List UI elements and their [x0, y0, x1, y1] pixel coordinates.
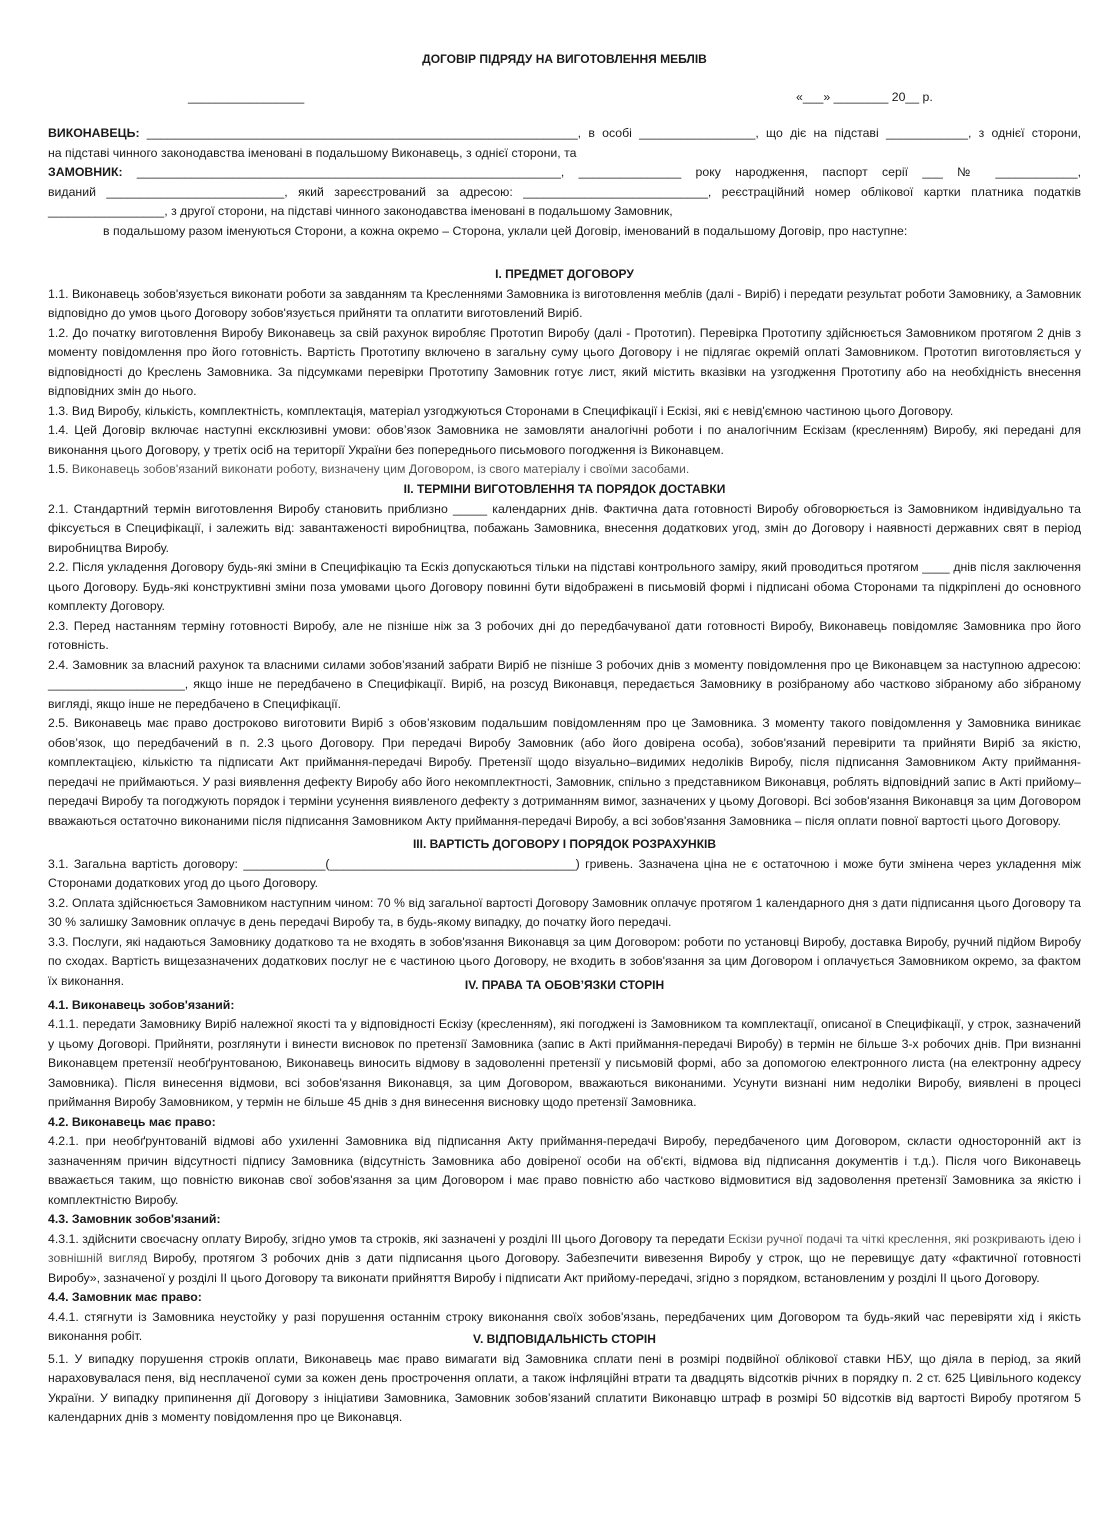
section-3-heading: ІІІ. ВАРТІСТЬ ДОГОВОРУ І ПОРЯДОК РОЗРАХУНКІВ — [412, 837, 717, 851]
parties-block — [48, 124, 1081, 241]
section-2-heading: ІІ. ТЕРМІНИ ВИГОТОВЛЕННЯ ТА ПОРЯДОК ДОСТАВКИ — [403, 482, 726, 496]
customer-line — [48, 163, 1081, 183]
subsection-4-4-heading: 4.4. Замовник має право: — [48, 1290, 202, 1304]
section-1 — [48, 265, 1081, 480]
section-2 — [48, 480, 1081, 831]
contractor-line-2: на підставі чинного законодавства іменовані в подальшому Виконавець, з однієї сторони, та — [48, 145, 577, 160]
subsection-4-3-heading: 4.3. Замовник зобов'язаний: — [48, 1212, 221, 1226]
section-4-heading: IV. ПРАВА ТА ОБОВ’ЯЗКИ СТОРІН — [464, 978, 665, 992]
section-1-heading: І. ПРЕДМЕТ ДОГОВОРУ — [495, 267, 634, 281]
clause-4-3-1-part-b: Ескізи ручної подачі та чіткі креслення, які розкривають ідею і зовнішній вигляд — [48, 1231, 1081, 1265]
clause-1-5 — [48, 460, 1081, 480]
contractor-label: ВИКОНАВЕЦЬ: — [48, 126, 140, 140]
subsection-4-1-heading: 4.1. Виконавець зобов'язаний: — [48, 997, 235, 1012]
customer-line-2: виданий __________________________, який зареєстрований за адресою: ___________________________, реєстраційний номер облікової картки платника податків — [48, 184, 1081, 199]
customer-line-3: _________________, з другої сторони, на підставі чинного законодавства іменовані в подальшому Замовник, — [48, 204, 673, 218]
date-line: «___» ________ 20__ р. — [796, 90, 933, 104]
section-5 — [48, 1330, 1081, 1428]
clause-2-2: 2.2. Після укладення Договору будь-які зміни в Специфікацію та Ескіз допускаються тільки на підставі контрольного заміру, який проводиться протягом ____ днів після заключення цього Договору. Будь-які конструктивні зміни поза умовами цього Договору повинні бути відображені в письмовій формі і підписані обома Сторонами та підкріплені до основного комплекту Договору. — [48, 560, 1081, 613]
clause-3-2: 3.2. Оплата здійснюється Замовником наступним чином: 70 % від загальної вартості Договору Замовник оплачує протягом 1 календарного дня з дати підписання цього Договору та 30 % залишку Замовник оплачує в день передачі Виробу та, в будь-якому випадку, до початку його передачі. — [48, 895, 1081, 929]
contractor-line-text: _______________________________________________________________, в особі _________________, що діє на підставі ____________, з однієї сторони, — [139, 126, 1081, 140]
clause-1-2: 1.2. До початку виготовлення Виробу Виконавець за свій рахунок виробляє Прототип Виробу (далі - Прототип). Перевірка Прототипу здійснюється Замовником протягом 2 днів з моменту повідомлення про його готовність. Вартість Прототипу включено в загальну суму цього Договору і не підлягає окремій оплаті Замовником. Прототип виготовляється у відповідності до Креслень Замовника. За підсумками перевірки Прототипу Замовник готує лист, який містить вказівки на узгодження Прототипу або на необхідність внесення відповідних змін до нього. — [48, 325, 1081, 398]
contractor-line — [48, 124, 1081, 144]
clause-2-1: 2.1. Стандартний термін виготовлення Виробу становить приблизно _____ календарних днів. Фактична дата готовності Виробу обговорюється із Замовником індивідуально та фіксується в Специфікації, і залежить від: завантаженості виробництва, побажань Замовника, внесення додаткових угод, змін до Договору і наявності державних свят в період виробництва Виробу. — [48, 501, 1081, 555]
clause-4-3-1-part-c: Виробу, протягом 3 робочих днів з дати підписання цього Договору. Забезпечити вивезення Виробу у строк, що не перевищує дату «фактичної готовності Виробу», зазначеної у розділі ІІ цього Договору та виконати прийняття Виробу і підписати Акт прийому-передачі, згідно з порядком, встановленим у розділі ІІ цього Договору. — [48, 1251, 1081, 1285]
clause-4-3-1-part-a: 4.3.1. здійснити своєчасну оплату Виробу, згідно умов та строків, які зазначені у розділі ІІІ цього Договору та передати — [48, 1231, 729, 1246]
clause-2-3: 2.3. Перед настанням терміну готовності Виробу, але не пізніше ніж за 3 робочих дні до передбачуваної дати готовності Виробу, Виконавець повідомляє Замовника про його готовність. — [48, 618, 1081, 652]
place-blank: _________________ — [188, 90, 305, 104]
clause-1-5-text: Виконавець зобов'язаний виконати роботу, визначену цим Договором, із свого матеріалу і своїми засобами. — [68, 462, 690, 476]
clause-4-4-1: 4.4.1. стягнути із Замовника неустойку у разі порушення останнім строку виконання своїх зобов'язань, передбачених цим Договором та будь-який час перевіряти хід і якість виконання робіт. — [48, 1309, 1081, 1343]
clause-4-3-1 — [48, 1230, 1081, 1289]
section-3 — [48, 835, 1081, 991]
clause-4-1-1: 4.1.1. передати Замовнику Виріб належної якості та у відповідності Ескізу (кресленням), які погоджені із Замовником та комплектації, описаної в Специфікації, у строк, зазначений у цьому Договорі. Прийняти, розглянути і винести висновок по претензії Замовника (запис в Акті приймання-передачі Виробу) в термін не більше 3-х робочих днів. При визнанні Виконавцем претензії необґрунтованою, Виконавець виносить відмову в задоволенні претензії у письмовій формі, або за допомогою електронного листа (на електронну адресу Замовника). Після винесення відмови, всі зобов'язання Виконавця, за цим Договором, вважаються виконаними. Усунути визнані ним недоліки Виробу, виявлені в процесі приймання Виробу Замовником, у термін не більше 45 днів з дня винесення висновку щодо претензії Замовника. — [48, 1017, 1081, 1109]
clause-4-2-1: 4.2.1. при необґрунтованій відмові або ухиленні Замовника від підписання Акту приймання-передачі Виробу, передбаченого цим Договором, скласти односторонній акт із зазначенням причин відсутності підпису Замовника (відсутність Замовника або довіреної особи на об'єкті, відмова від підписання документів і т.д.). Після чого Виконавець вважається таким, що повністю виконав свої зобов'язання за цим Договором і має право повністю або частково відмовитися від задоволення претензії Замовника за якістю і комплектністю Виробу. — [48, 1134, 1081, 1207]
together-line: в подальшому разом іменуються Сторони, а кожна окремо – Сторона, уклали цей Договір, іменований в подальшому Договір, про наступне: — [103, 223, 908, 238]
clause-1-3: 1.3. Вид Виробу, кількість, комплектність, комплектація, матеріал узгоджуються Сторонами в Специфікації і Ескізі, які є невід'ємною частиною цього Договору. — [48, 403, 954, 418]
clause-5-1: 5.1. У випадку порушення строків оплати, Виконавець має право вимагати від Замовника сплати пені в розмірі подвійної облікової ставки НБУ, що діяла в період, за який нараховувалася пеня, від несплаченої суми за кожен день прострочення оплати, а також інфляційні втрати та двадцять відсотків річних в порядку п. 2 ст. 625 Цивільного кодексу України. У випадку припинення дії Договору з ініціативи Замовника, Замовник зобов’язаний сплатити Виконавцю штраф в розмірі 50 відсотків від вартості Виробу протягом 5 календарних днів з моменту повідомлення про це Виконавця. — [48, 1351, 1081, 1424]
clause-2-5: 2.5. Виконавець має право достроково виготовити Виріб з обов’язковим подальшим повідомленням про це Замовника. З моменту такого повідомлення у Замовника виникає обов’язок, що передбачений в п. 2.3 цього Договору. При передачі Виробу Замовник (або його довірена особа), зобов'язаний перевірити та прийняти Виріб за якістю, комплектацією, кількістю та підписати Акт приймання-передачі Виробу. Претензії щодо візуально–видимих недоліків Виробу, після підписання Замовником Акту приймання-передачі не приймаються. У разі виявлення дефекту Виробу або його некомплектності, Замовник, спільно з представником Виконавця, роблять відповідний запис в Акті прийому–передачі Виробу та погоджують порядок і терміни усунення виявленого дефекту з дотриманням вимог, зазначених у цьому Договорі. Всі зобов'язання Виконавця за цим Договором вважаються остаточно виконаними після підписання Замовником Акту приймання-передачі Виробу, а всі зобов'язання Замовника – після оплати повної вартості цього Договору. — [48, 716, 1081, 828]
clause-3-1: 3.1. Загальна вартість договору: ____________(____________________________________) гривень. Зазначена ціна не є остаточною і може бути змінена через укладення між Сторонами додаткових угод до цього Договору. — [48, 856, 1081, 890]
clause-3-3: 3.3. Послуги, які надаються Замовнику додатково та не входять в зобов'язання Виконавця за цим Договором: роботи по установці Виробу, доставка Виробу, ручний підйом Виробу по сходах. Вартість вищезазначених додаткових послуг не є частиною цього Договору, не входить в зобов'язання за цим Договором і оплачується Замовником окремо, за фактом їх виконання. — [48, 934, 1081, 988]
section-4 — [48, 976, 1081, 1347]
document-title: ДОГОВІР ПІДРЯДУ НА ВИГОТОВЛЕННЯ МЕБЛІВ — [422, 52, 707, 66]
subsection-4-2-heading: 4.2. Виконавець має право: — [48, 1114, 216, 1129]
clause-1-5-number: 1.5. — [48, 462, 69, 476]
clause-1-1: 1.1. Виконавець зобов'язується виконати роботи за завданням та Кресленнями Замовника із виготовлення меблів (далі - Виріб) і передати результат роботи Замовнику, а Замовник відповідно до умов цього Договору зобов'язується прийняти та оплатити виготовлений Виріб. — [48, 286, 1081, 320]
clause-1-4: 1.4. Цей Договір включає наступні ексклюзивні умови: обов’язок Замовника не замовляти аналогічні роботи і по аналогічним Ескізам (кресленням) Виробу, які передані для виконання цього Договору, у третіх осіб на території України без попереднього письмового погодження із Виконавцем. — [48, 423, 1081, 457]
customer-line-text: ______________________________________________________________, _______________ року народження, паспорт серії ___ № ____________, — [122, 165, 1081, 179]
customer-label: ЗАМОВНИК: — [48, 165, 123, 179]
section-5-heading: V. ВІДПОВІДАЛЬНІСТЬ СТОРІН — [473, 1332, 656, 1346]
clause-2-4: 2.4. Замовник за власний рахунок та власними силами зобов’язаний забрати Виріб не пізніше 3 робочих днів з моменту повідомлення про це Виконавцем за наступною адресою: ____________________, якщо інше не передбачено в Специфікації. Виріб, на розсуд Виконавця, передається Замовнику в розібраному або частково зібраному або зібраному вигляді, якщо інше не передбачено в Специфікації. — [48, 657, 1081, 711]
